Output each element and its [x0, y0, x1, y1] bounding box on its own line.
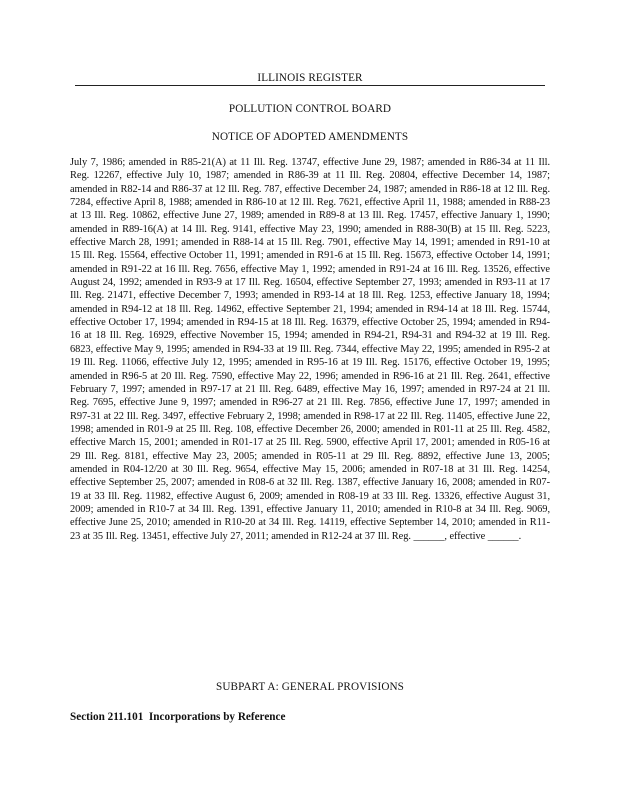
register-title: ILLINOIS REGISTER — [257, 72, 363, 84]
section-heading: Section 211.101 Incorporations by Reference — [70, 711, 286, 723]
agency-name: POLLUTION CONTROL BOARD — [228, 103, 392, 115]
amendment-history: July 7, 1986; amended in R85-21(A) at 11 Ill. Reg. 13747, effective June 29, 1987; amended in R86-34 at 11 Ill. Reg. 12267, effective July 10, 1987; amended in R86-39 at 11 Ill. Reg. 20804, effective December 14, 1987; amended in R82-14 and R86-37 at 12 Ill. Reg. 787, effective December 24, 1987; amended in R86-18 at 12 Ill. Reg. 7284, effective April 8, 1988; amended in R86-10 at 12 Ill. Reg. 7621, effective April 11, 1988; amended in R88-23 at 13 Ill. Reg. 10862, effective June 27, 1989; amended in R89-8 at 13 Ill. Reg. 17457, effective January 1, 1990; amended in R89-16(A) at 14 Ill. Reg. 9141, effective May 23, 1990; amended in R88-30(B) at 15 Ill. Reg. 5223, effective March 28, 1991; amended in R88-14 at 15 Ill. Reg. 7901, effective May 14, 1991; amended in R91-10 at 15 Ill. Reg. 15564, effective October 11, 1991; amended in R91-6 at 15 Ill. Reg. 15673, effective October 14, 1991; amended in R91-22 at 16 Ill. Reg. 7656, effective May 1, 1992; amended in R91-24 at 16 Ill. Reg. 13526, effective August 24, 1992; amended in R93-9 at 17 Ill. Reg. 16504, effective September 27, 1993; amended in R93-11 at 17 Ill. Reg. 21471, effective December 7, 1993; amended in R93-14 at 18 Ill. Reg. 1253, effective January 18, 1994; amended in R94-12 at 18 Ill. Reg. 14962, effective September 21, 1994; amended in R94-14 at 18 Ill. Reg. 15744, effective October 17, 1994; amended in R94-15 at 18 Ill. Reg. 16379, effective October 25, 1994; amended in R94-16 at 18 Ill. Reg. 16929, effective November 15, 1994; amended in R94-21, R94-31 and R94-32 at 19 Ill. Reg. 6823, effective May 9, 1995; amended in R94-33 at 19 Ill. Reg. 7344, effective May 22, 1995; amended in R95-2 at 19 Ill. Reg. 11066, effective July 12, 1995; amended in R95-16 at 19 Ill. Reg. 15176, effective October 19, 1995; amended in R96-5 at 20 Ill. Reg. 7590, effective May 22, 1996; amended in R96-16 at 21 Ill. Reg. 2641, effective February 7, 1997; amended in R97-17 at 21 Ill. Reg. 6489, effective May 16, 1997; amended in R97-24 at 21 Ill. Reg. 7695, effective June 9, 1997; amended in R96-27 at 21 Ill. Reg. 7856, effective June 17, 1997; amended in R97-31 at 22 Ill. Reg. 3497, effective February 2, 1998; amended in R98-17 at 22 Ill. Reg. 11405, effective June 22, 1998; amended in R01-9 at 25 Ill. Reg. 108, effective December 26, 2000; amended in R01-11 at 25 Ill. Reg. 4582, effective March 15, 2001; amended in R01-17 at 25 Ill. Reg. 5900, effective April 17, 2001; amended in R05-16 at 29 Ill. Reg. 8181, effective May 23, 2005; amended in R05-11 at 29 Ill. Reg. 8892, effective June 13, 2005; amended in R04-12/20 at 30 Ill. Reg. 9654, effective May 15, 2006; amended in R07-18 at 31 Ill. Reg. 14254, effective September 25, 2007; amended in R08-6 at 32 Ill. Reg. 1387, effective January 16, 2008; amended in R07-19 at 33 Ill. Reg. 11982, effective August 6, 2009; amended in R08-19 at 33 Ill. Reg. 13326, effective August 31, 2009; amended in R10-7 at 34 Ill. Reg. 1391, effective January 11, 2010; amended in R10-8 at 34 Ill. Reg. 9069, effective June 25, 2010; amended in R10-20 at 34 Ill. Reg. 14119, effective September 14, 2010; amended in R11-23 at 35 Ill. Reg. 13451, effective July 27, 2011; amended in R12-24 at 37 Ill. Reg. ______, effective ______. — [70, 157, 550, 542]
notice-title: NOTICE OF ADOPTED AMENDMENTS — [211, 131, 409, 143]
subpart-heading: SUBPART A: GENERAL PROVISIONS — [216, 681, 404, 693]
register-header — [75, 72, 545, 86]
